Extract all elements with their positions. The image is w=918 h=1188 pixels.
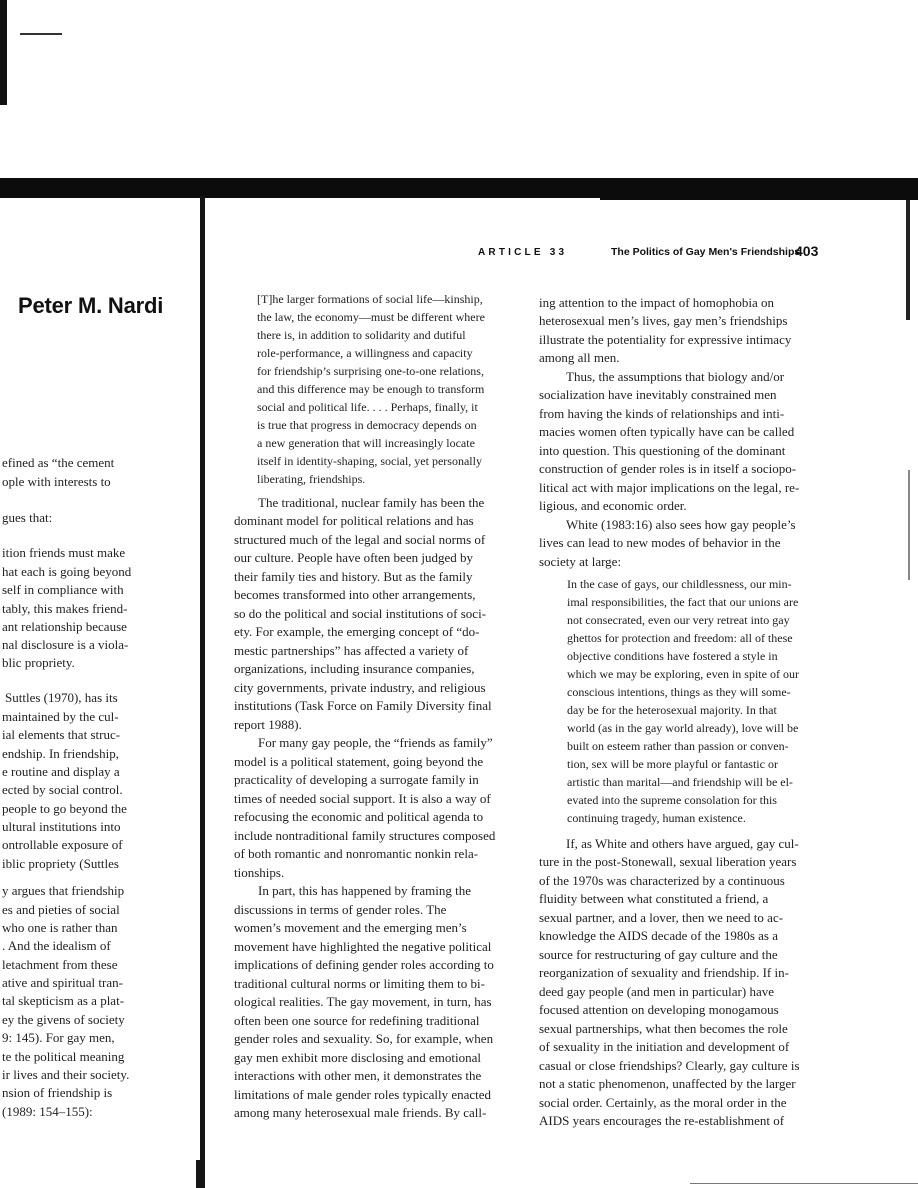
text-line: for friendship’s surprising one-to-one relations, xyxy=(257,364,484,378)
text-line: interactions with other men, it demonstrates the xyxy=(234,1068,482,1083)
text-line: gender roles and sexuality. So, for example, when xyxy=(234,1031,494,1046)
text-line: tably, this makes friend- xyxy=(2,601,128,616)
text-line: our culture. People have often been judged by xyxy=(234,550,473,565)
text-line: dominant model for political relations and has xyxy=(234,513,474,528)
text-line: reorganization of sexuality and friendship. If in- xyxy=(539,965,789,980)
text-line: blic propriety. xyxy=(2,655,75,670)
running-title: The Politics of Gay Men's Friendships xyxy=(611,246,801,258)
text-line: of the 1970s was characterized by a continuous xyxy=(539,873,785,888)
text-line: sexual partnerships, what then becomes the role xyxy=(539,1021,788,1036)
text-line: of both romantic and nonromantic nonkin rela- xyxy=(234,846,479,861)
text-line: conscious intentions, things as they will some- xyxy=(567,685,791,699)
text-line: [T]he larger formations of social life—kinship, xyxy=(257,292,483,306)
text-line: organizations, including insurance companies, xyxy=(234,661,475,676)
text-line: ontrollable exposure of xyxy=(2,837,123,852)
text-line: sexual partner, and a lover, then we need to ac- xyxy=(539,910,784,925)
text-line: people to go beyond the xyxy=(2,801,127,816)
text-line: refocusing the economic and political agenda to xyxy=(234,809,484,824)
text-line: times of needed social support. It is also a way of xyxy=(234,791,491,806)
text-line: Thus, the assumptions that biology and/or xyxy=(566,369,785,384)
text-line: social and political life. . . . Perhaps, finally, it xyxy=(257,400,478,414)
text-line: endship. In friendship, xyxy=(2,746,119,761)
text-line: city governments, private industry, and religious xyxy=(234,680,486,695)
text-line: For many gay people, the “friends as family” xyxy=(258,735,493,750)
text-line: continuing tragedy, human existence. xyxy=(567,811,746,825)
text-line: litical act with major implications on the legal, re- xyxy=(539,480,800,495)
text-line: lives can lead to new modes of behavior in the xyxy=(539,535,781,550)
text-line: a new generation that will increasingly locate xyxy=(257,436,475,450)
text-line: ological realities. The gay movement, in turn, has xyxy=(234,994,492,1009)
text-line: 9: 145). For gay men, xyxy=(2,1030,115,1045)
text-line: into question. This questioning of the dominant xyxy=(539,443,786,458)
text-line: maintained by the cul- xyxy=(2,709,119,724)
text-line: limitations of male gender roles typically enacted xyxy=(234,1087,492,1102)
text-line: ected by social control. xyxy=(2,782,123,797)
text-line: liberating, friendships. xyxy=(257,472,366,486)
text-line: tal skepticism as a plat- xyxy=(2,993,125,1008)
article-number: ARTICLE 33 xyxy=(478,247,568,258)
text-line: . And the idealism of xyxy=(2,938,111,953)
text-line: mestic partnerships” has affected a variety of xyxy=(234,643,469,658)
text-line: not consecrated, even our very retreat into gay xyxy=(567,613,790,627)
text-line: among all men. xyxy=(539,350,620,365)
text-line: (1989: 154–155): xyxy=(2,1104,93,1119)
text-line: AIDS years encourages the re-establishment of xyxy=(539,1113,785,1128)
text-line: world (as in the gay world already), love will be xyxy=(567,721,799,735)
text-line: If, as White and others have argued, gay cul- xyxy=(566,836,799,851)
text-line: movement have highlighted the negative political xyxy=(234,939,492,954)
text-line: casual or close friendships? Clearly, gay culture is xyxy=(539,1058,800,1073)
text-line: built on esteem rather than passion or conven- xyxy=(567,739,789,753)
text-line: ition friends must make xyxy=(2,545,126,560)
text-line: nal disclosure is a viola- xyxy=(2,637,129,652)
text-line: so do the political and social institutions of soci- xyxy=(234,606,487,621)
text-line: In the case of gays, our childlessness, our min- xyxy=(567,577,792,591)
text-line: knowledge the AIDS decade of the 1980s as a xyxy=(539,928,778,943)
text-line: White (1983:16) also sees how gay people’s xyxy=(566,517,796,532)
text-line: socialization have inevitably constrained men xyxy=(539,387,777,402)
text-line: efined as “the cement xyxy=(2,455,115,470)
text-line: macies women often typically have can be called xyxy=(539,424,795,439)
text-line: discussions in terms of gender roles. The xyxy=(234,902,447,917)
text-line: y argues that friendship xyxy=(2,883,125,898)
text-line: from having the kinds of relationships and inti- xyxy=(539,406,785,421)
text-line: society at large: xyxy=(539,554,622,569)
text-line: tion, sex will be more playful or fantastic or xyxy=(567,757,778,771)
text-line: te the political meaning xyxy=(2,1049,125,1064)
text-line: The traditional, nuclear family has been the xyxy=(258,495,485,510)
text-line: role-performance, a willingness and capacity xyxy=(257,346,473,360)
text-line: becomes transformed into other arrangements, xyxy=(234,587,476,602)
text-line: itself in identity-shaping, social, yet personally xyxy=(257,454,482,468)
text-line: which we may be exploring, even in spite of our xyxy=(567,667,799,681)
text-line: e routine and display a xyxy=(2,764,120,779)
text-line: and this difference may be enough to transform xyxy=(257,382,485,396)
text-line: illustrate the potentiality for expressive intimacy xyxy=(539,332,792,347)
text-line: institutions (Task Force on Family Diversity final xyxy=(234,698,492,713)
text-line: is true that progress in democracy depends on xyxy=(257,418,477,432)
text-line: letachment from these xyxy=(2,957,118,972)
text-line: tionships. xyxy=(234,865,285,880)
text-line: ant relationship because xyxy=(2,619,127,634)
text-line: the law, the economy—must be different where xyxy=(257,310,485,324)
text-line: their family ties and history. But as the family xyxy=(234,569,473,584)
text-line: report 1988). xyxy=(234,717,302,732)
text-line: iblic propriety (Suttles xyxy=(2,856,119,871)
text-line: nsion of friendship is xyxy=(2,1085,113,1100)
text-line: ety. For example, the emerging concept of “do- xyxy=(234,624,480,639)
text-line: structured much of the legal and social norms of xyxy=(234,532,486,547)
text-line: ultural institutions into xyxy=(2,819,121,834)
text-line: deed gay people (and men in particular) have xyxy=(539,984,774,999)
text-line: women’s movement and the emerging men’s xyxy=(234,920,467,935)
text-line: social order. Certainly, as the moral order in the xyxy=(539,1095,787,1110)
text-line: gay men exhibit more disclosing and emotional xyxy=(234,1050,481,1065)
author-name: Peter M. Nardi xyxy=(18,293,164,318)
text-line: who one is rather than xyxy=(2,920,118,935)
text-line: self in compliance with xyxy=(2,582,124,597)
text-line: not a static phenomenon, unaffected by the larger xyxy=(539,1076,796,1091)
text-line: implications of defining gender roles according to xyxy=(234,957,494,972)
text-line: artistic than marital—and friendship will be el- xyxy=(567,775,793,789)
text-line: focused attention on developing monogamous xyxy=(539,1002,779,1017)
text-line: practicality of developing a surrogate family in xyxy=(234,772,479,787)
text-line: evated into the supreme consolation for this xyxy=(567,793,777,807)
text-line: among many heterosexual male friends. By call- xyxy=(234,1105,487,1120)
text-line: day be for the heterosexual majority. In that xyxy=(567,703,777,717)
text-line: often been one source for redefining traditional xyxy=(234,1013,480,1028)
text-line: include nontraditional family structures composed xyxy=(234,828,496,843)
text-line: heterosexual men’s lives, gay men’s friendships xyxy=(539,313,788,328)
page-number: 403 xyxy=(795,243,819,259)
text-line: ligious, and economic order. xyxy=(539,498,687,513)
text-line: source for restructuring of gay culture and the xyxy=(539,947,778,962)
text-line: In part, this has happened by framing the xyxy=(258,883,471,898)
text-line: es and pieties of social xyxy=(2,902,120,917)
text-line: ial elements that struc- xyxy=(2,727,121,742)
text-line: model is a political statement, going beyond the xyxy=(234,754,484,769)
text-line: hat each is going beyond xyxy=(2,564,132,579)
text-line: ir lives and their society. xyxy=(2,1067,130,1082)
text-line: ing attention to the impact of homophobia on xyxy=(539,295,775,310)
text-line: ture in the post-Stonewall, sexual liberation years xyxy=(539,854,797,869)
text-line: imal responsibilities, the fact that our unions are xyxy=(567,595,799,609)
text-line: gues that: xyxy=(2,510,53,525)
text-line: there is, in addition to solidarity and dutiful xyxy=(257,328,466,342)
text-line: traditional cultural norms or limiting them to bi- xyxy=(234,976,485,991)
text-line: construction of gender roles is in itself a sociopo- xyxy=(539,461,797,476)
text-line: ey the givens of society xyxy=(2,1012,125,1027)
text-line: ative and spiritual tran- xyxy=(2,975,123,990)
text-line: fluidity between what constituted a friend, a xyxy=(539,891,769,906)
text-line: objective conditions have fostered a style in xyxy=(567,649,778,663)
text-line: ople with interests to xyxy=(2,474,111,489)
text-line: ghettos for protection and freedom: all of these xyxy=(567,631,793,645)
text-line: of sexuality in the initiation and development of xyxy=(539,1039,790,1054)
text-line: Suttles (1970), has its xyxy=(5,690,118,705)
